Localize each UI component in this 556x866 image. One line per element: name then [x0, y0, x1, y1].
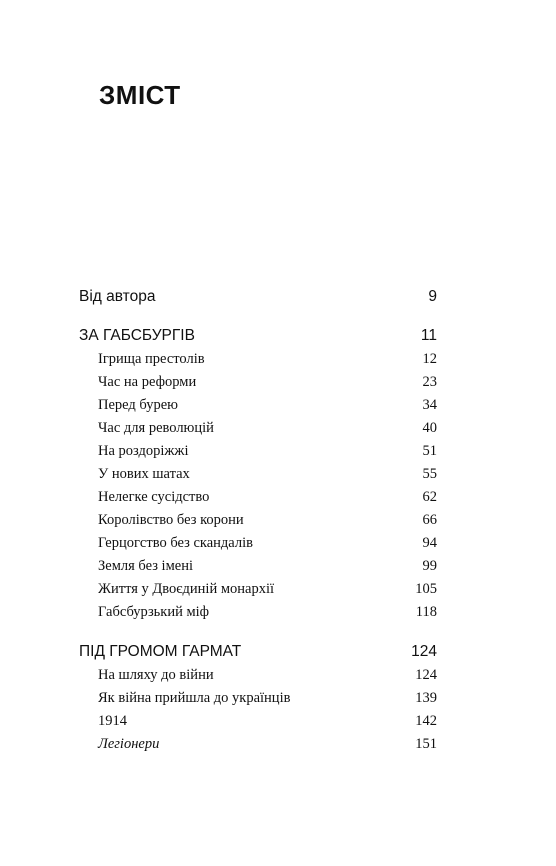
- toc-entry-chapter: [79, 736, 437, 753]
- toc-entry-label: ПІД ГРОМОМ ГАРМАТ: [79, 643, 242, 660]
- toc-entry-page-number: 124: [411, 643, 437, 660]
- toc-entry-chapter: [79, 713, 437, 730]
- toc-entry-page-number: 124: [415, 667, 437, 683]
- toc-entry-label: Життя у Двоєдиній монархії: [98, 581, 275, 597]
- toc-entry-page-number: 118: [415, 604, 437, 620]
- toc-entry-section: [79, 643, 437, 661]
- toc-entry-page-number: 9: [428, 288, 437, 305]
- toc-entry-page-number: 151: [415, 736, 437, 752]
- toc-entry-page-number: 23: [422, 374, 437, 390]
- toc-entry-section: [79, 327, 437, 345]
- toc-entry-page-number: 94: [422, 535, 437, 551]
- toc-entry-label: Королівство без корони: [98, 512, 244, 528]
- toc-entry-chapter: [79, 535, 437, 552]
- toc-entry-page-number: 12: [422, 351, 437, 367]
- toc-entry-label: На роздоріжжі: [98, 443, 189, 459]
- toc-entry-label: Габсбурзький міф: [98, 604, 210, 620]
- toc-entry-chapter: [79, 420, 437, 437]
- toc-entry-page-number: 51: [422, 443, 437, 459]
- toc-entry-section: [79, 288, 437, 306]
- toc-entry-label: ЗА ГАБСБУРГІВ: [79, 327, 195, 344]
- toc-entry-chapter: [79, 581, 437, 598]
- toc-entry-page-number: 62: [422, 489, 437, 505]
- toc-entry-page-number: 99: [422, 558, 437, 574]
- toc-entry-label: Як війна прийшла до українців: [98, 690, 291, 706]
- toc-entry-label: Ігрища престолів: [98, 351, 205, 367]
- toc-entry-chapter: [79, 466, 437, 483]
- toc-entry-chapter: [79, 351, 437, 368]
- toc-entry-label: Герцогство без скандалів: [98, 535, 253, 551]
- toc-entry-label: Нелегке сусідство: [98, 489, 210, 505]
- toc-entry-page-number: 34: [422, 397, 437, 413]
- toc-entry-page-number: 139: [415, 690, 437, 706]
- toc-entry-page-number: 105: [415, 581, 437, 597]
- toc-entry-chapter: [79, 374, 437, 391]
- toc-entry-page-number: 55: [422, 466, 437, 482]
- page-title: ЗМІСТ: [99, 80, 181, 110]
- toc-entry-page-number: 11: [420, 327, 437, 344]
- toc-entry-page-number: 40: [422, 420, 437, 436]
- toc-entry-label: Час на реформи: [98, 374, 197, 390]
- toc-entry-chapter: [79, 604, 437, 621]
- toc-entry-chapter: [79, 690, 437, 707]
- toc-entry-label: Час для революцій: [98, 420, 214, 436]
- toc-entry-chapter: [79, 397, 437, 414]
- toc-entry-page-number: 66: [422, 512, 437, 528]
- toc-entry-chapter: [79, 667, 437, 684]
- toc-entry-chapter: [79, 512, 437, 529]
- toc-entry-label: Від автора: [79, 288, 156, 305]
- toc-entry-label: У нових шатах: [98, 466, 190, 482]
- toc-entry-label: На шляху до війни: [98, 667, 214, 683]
- toc-entry-chapter: [79, 558, 437, 575]
- toc-entry-label: Перед бурею: [98, 397, 178, 413]
- toc-entry-label: Легіонери: [98, 736, 160, 752]
- toc-entry-label: Земля без імені: [98, 558, 193, 574]
- toc-entry-page-number: 142: [415, 713, 437, 729]
- toc-entry-label: 1914: [98, 713, 127, 729]
- toc-entry-chapter: [79, 443, 437, 460]
- toc-entry-chapter: [79, 489, 437, 506]
